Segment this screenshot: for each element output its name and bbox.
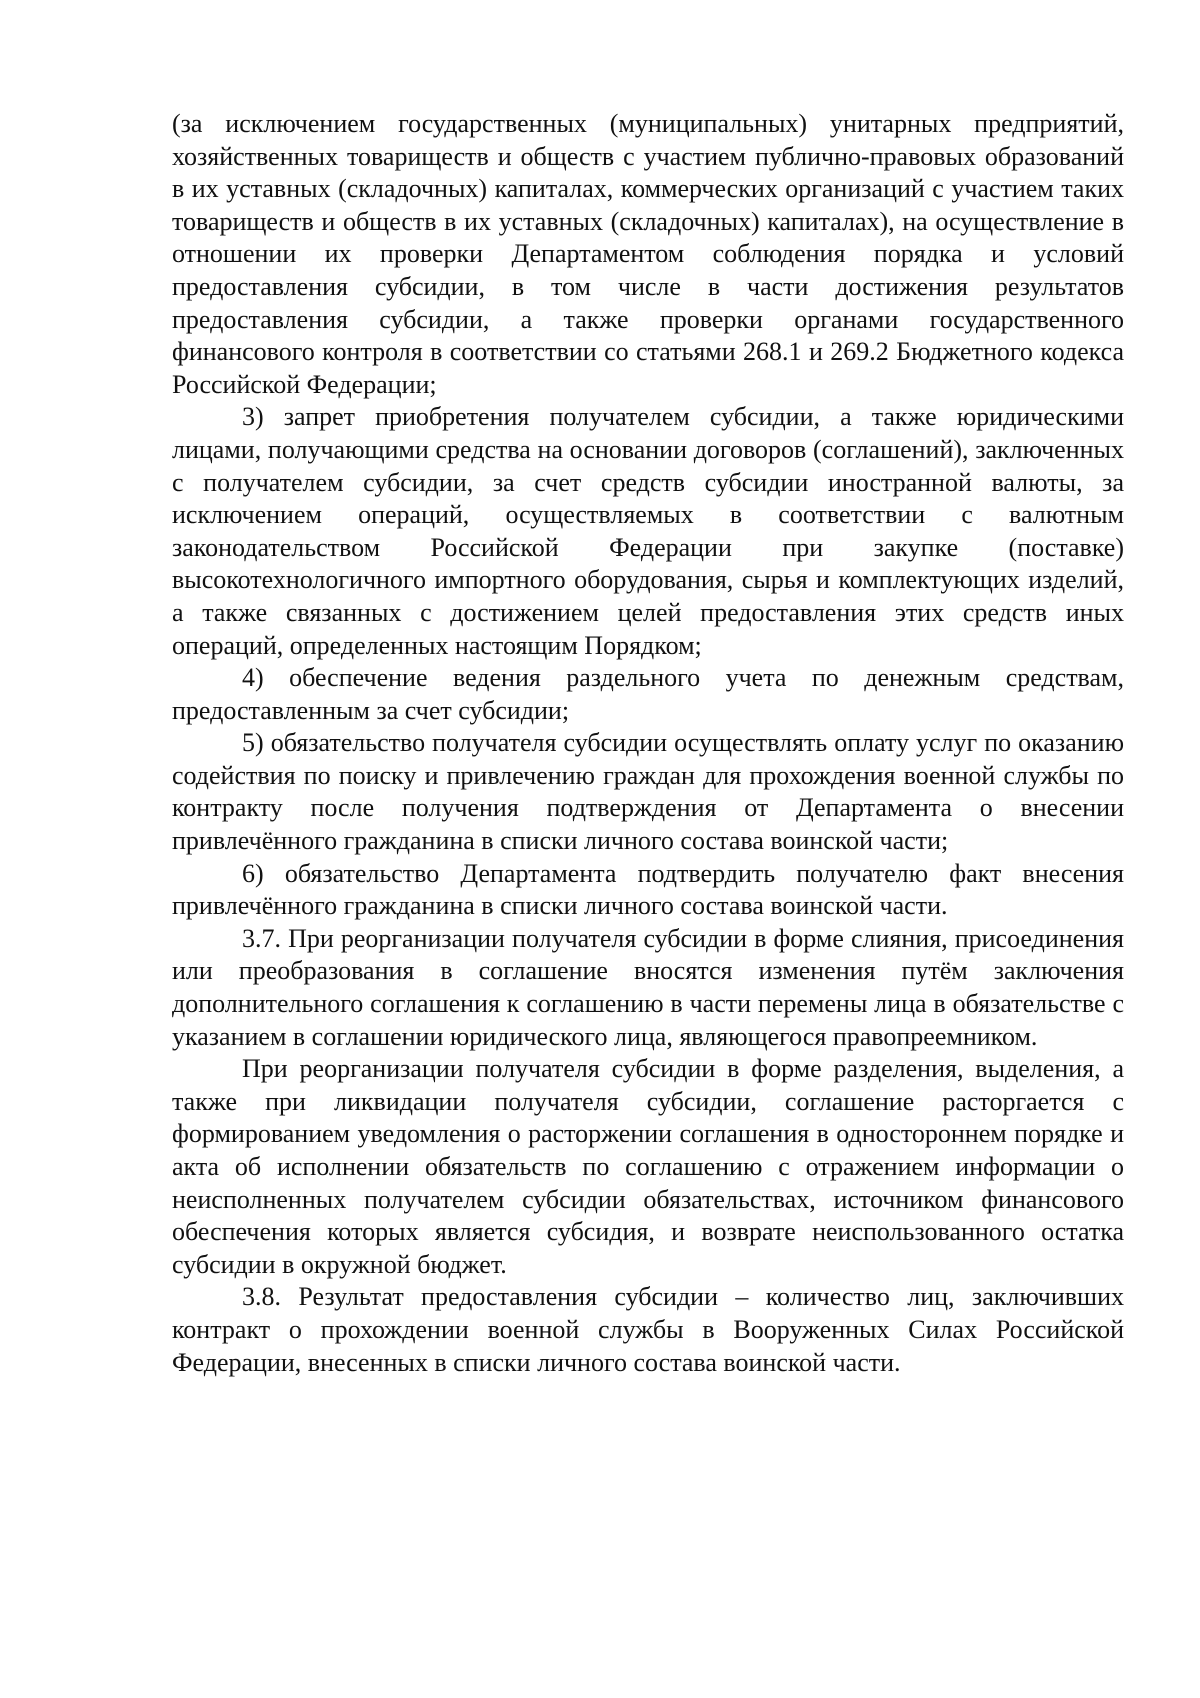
paragraph-item-5: 5) обязательство получателя субсидии осуществлять оплату услуг по оказанию содействия по поиску и привлечению граждан для прохождения военной службы по контракту после получения подтверждения от Департамента о внесении привлечённого гражданина в списки личного состава воинской части; xyxy=(172,728,1124,856)
paragraph-reorganization: При реорганизации получателя субсидии в форме разделения, выделения, а также при ликвидации получателя субсидии, соглашение расторгается с формированием уведомления о расторжении соглашения в одностороннем порядке и акта об исполнении обязательств по соглашению с отражением информации о неисполненных получателем субсидии обязательствах, источником финансового обеспечения которых является субсидия, и возврате неиспользованного остатка субсидии в окружной бюджет. xyxy=(172,1054,1124,1279)
paragraph-item-6: 6) обязательство Департамента подтвердить получателю факт внесения привлечённого гражданина в списки личного состава воинской части. xyxy=(172,858,1124,921)
paragraph-clause-3-8: 3.8. Результат предоставления субсидии – количество лиц, заключивших контракт о прохождении военной службы в Вооруженных Силах Российской Федерации, внесенных в списки личного состава воинской части. xyxy=(172,1282,1124,1377)
paragraph-continuation: (за исключением государственных (муниципальных) унитарных предприятий, хозяйственных товариществ и обществ с участием публично-правовых образований в их уставных (складочных) капиталах, коммерческих организаций с участием таких товариществ и обществ в их уставных (складочных) капиталах), на осуществление в отношении их проверки Департаментом соблюдения порядка и условий предоставления субсидии, в том числе в части достижения результатов предоставления субсидии, а также проверки органами государственного финансового контроля в соответствии со статьями 268.1 и 269.2 Бюджетного кодекса Российской Федерации; xyxy=(172,109,1124,399)
document-page xyxy=(172,108,1124,1379)
paragraph-clause-3-7: 3.7. При реорганизации получателя субсидии в форме слияния, присоединения или преобразования в соглашение вносятся изменения путём заключения дополнительного соглашения к соглашению в части перемены лица в обязательстве с указанием в соглашении юридического лица, являющегося правопреемником. xyxy=(172,923,1124,1051)
paragraph-item-3: 3) запрет приобретения получателем субсидии, а также юридическими лицами, получающими средства на основании договоров (соглашений), заключенных с получателем субсидии, за счет средств субсидии иностранной валюты, за исключением операций, осуществляемых в соответствии с валютным законодательством Российской Федерации при закупке (поставке) высокотехнологичного импортного оборудования, сырья и комплектующих изделий, а также связанных с достижением целей предоставления этих средств иных операций, определенных настоящим Порядком; xyxy=(172,402,1124,660)
paragraph-item-4: 4) обеспечение ведения раздельного учета по денежным средствам, предоставленным за счет субсидии; xyxy=(172,663,1124,725)
